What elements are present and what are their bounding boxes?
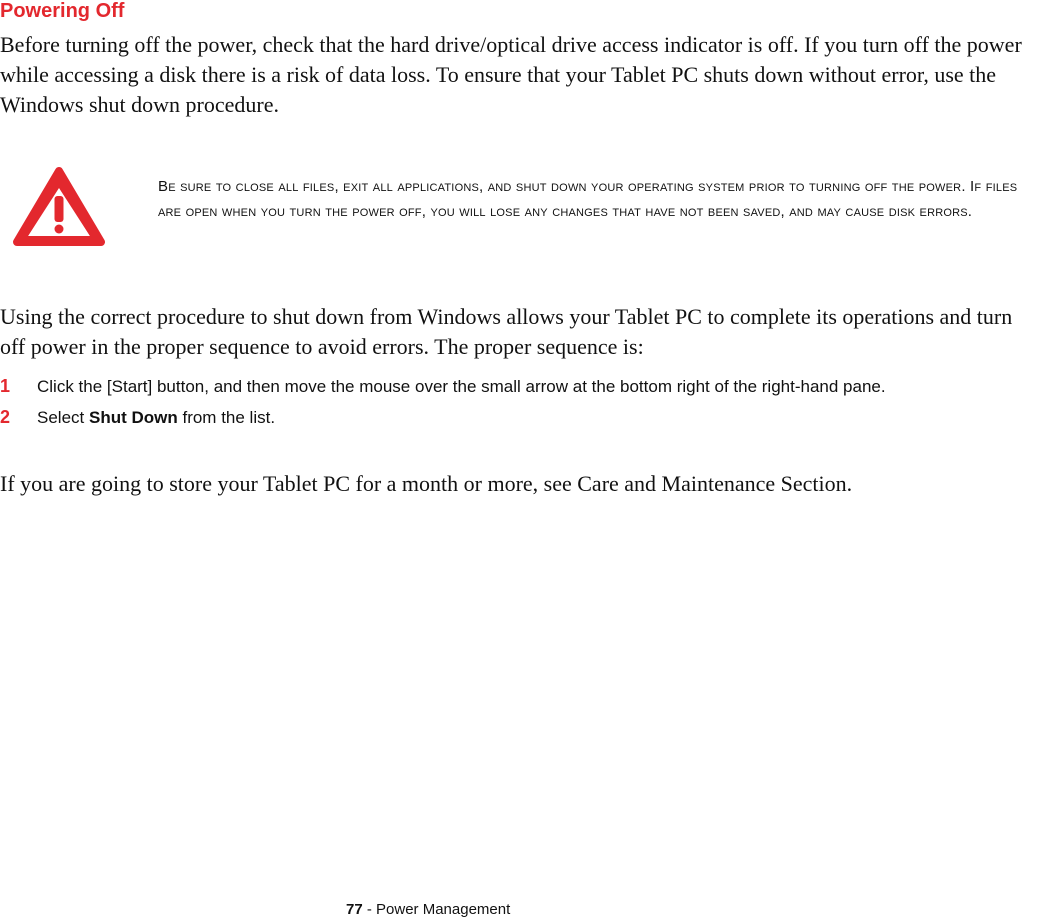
list-item [0,374,1042,399]
warning-callout [12,166,1018,250]
step-text-prefix: Select [37,408,89,427]
warning-text: Be sure to close all files, exit all applications, and shut down your operating system prior to turning off the power. If files are open when you turn the power off, you will lose any changes that have not been saved, and may cause disk errors. [158,178,1018,220]
intro-paragraph: Before turning off the power, check that the hard drive/optical drive access indicator is off. If you turn off the power while accessing a disk there is a risk of data loss. To ensure that your Tablet PC shuts down without error, use the Windows shut down procedure. [0,32,1022,117]
chapter-name: Power Management [376,901,511,918]
page-number: 77 [346,901,363,918]
step-number: 2 [0,407,11,427]
shut-down-option-label: Shut Down [88,408,178,427]
shutdown-steps-list [0,374,1042,436]
section-title: Powering Off [0,0,125,22]
warning-triangle-icon [12,166,106,248]
step-text [37,405,1027,430]
footer-separator: - [362,901,377,918]
page-footer [346,900,510,920]
storage-paragraph: If you are going to store your Tablet PC for a month or more, see Care and Maintenance Section. [0,471,853,496]
list-item [0,405,1042,430]
procedure-paragraph: Using the correct procedure to shut down from Windows allows your Tablet PC to complete its operations and turn off power in the proper sequence to avoid errors. The proper sequence is: [0,304,1013,359]
step-text: Click the [Start] button, and then move the mouse over the small arrow at the bottom right of the right-hand pane. [37,377,886,396]
step-number: 1 [0,376,11,396]
step-text-suffix: from the list. [177,408,276,427]
